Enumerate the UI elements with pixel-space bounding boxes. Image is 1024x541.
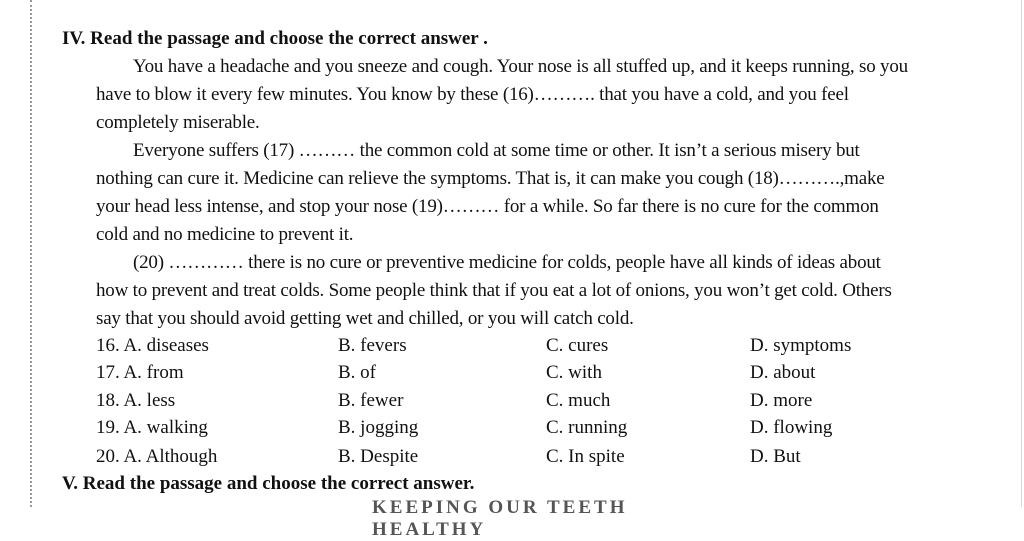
- passage-line: have to blow it every few minutes. You know by these (16)………. that you have a cold, and you feel: [96, 84, 849, 105]
- passage-line: You have a headache and you sneeze and cough. Your nose is all stuffed up, and it keeps running, so you: [133, 56, 908, 77]
- option-16-a: 16. A. diseases: [96, 335, 209, 356]
- option-20-a: 20. A. Although: [96, 446, 218, 467]
- cut-off-passage-title: KEEPING OUR TEETH HEALTHY: [372, 497, 628, 540]
- option-19-c: C. running: [546, 417, 628, 438]
- option-18-d: D. more: [750, 390, 813, 411]
- dotted-margin-line: [30, 0, 32, 507]
- passage-line: Everyone suffers (17) ……… the common cold at some time or other. It isn’t a serious misery but: [133, 140, 860, 161]
- option-17-a: 17. A. from: [96, 362, 184, 383]
- passage-line: your head less intense, and stop your nose (19)……… for a while. So far there is no cure for the common: [96, 196, 879, 217]
- section-iv-heading: IV. Read the passage and choose the correct answer .: [62, 28, 488, 49]
- option-17-c: C. with: [546, 362, 602, 383]
- option-19-b: B. jogging: [338, 417, 419, 438]
- passage-line: completely miserable.: [96, 112, 260, 133]
- passage-line: cold and no medicine to prevent it.: [96, 224, 354, 245]
- passage-line: nothing can cure it. Medicine can relieve the symptoms. That is, it can make you cough (18)……….,make: [96, 168, 885, 189]
- passage-line: (20) ………… there is no cure or preventive medicine for colds, people have all kinds of ideas about: [133, 252, 881, 273]
- option-18-a: 18. A. less: [96, 390, 176, 411]
- option-18-c: C. much: [546, 390, 611, 411]
- option-16-b: B. fevers: [338, 335, 407, 356]
- page-edge: [1021, 0, 1022, 507]
- option-16-c: C. cures: [546, 335, 609, 356]
- option-19-d: D. flowing: [750, 417, 833, 438]
- option-18-b: B. fewer: [338, 390, 404, 411]
- passage-line: how to prevent and treat colds. Some people think that if you eat a lot of onions, you won’t get cold. Others: [96, 280, 892, 301]
- section-v-heading: V. Read the passage and choose the correct answer.: [62, 473, 475, 494]
- passage-line: say that you should avoid getting wet and chilled, or you will catch cold.: [96, 308, 634, 329]
- option-20-d: D. But: [750, 446, 801, 467]
- option-20-b: B. Despite: [338, 446, 419, 467]
- option-19-a: 19. A. walking: [96, 417, 208, 438]
- option-17-b: B. of: [338, 362, 376, 383]
- option-20-c: C. In spite: [546, 446, 625, 467]
- option-17-d: D. about: [750, 362, 816, 383]
- option-16-d: D. symptoms: [750, 335, 852, 356]
